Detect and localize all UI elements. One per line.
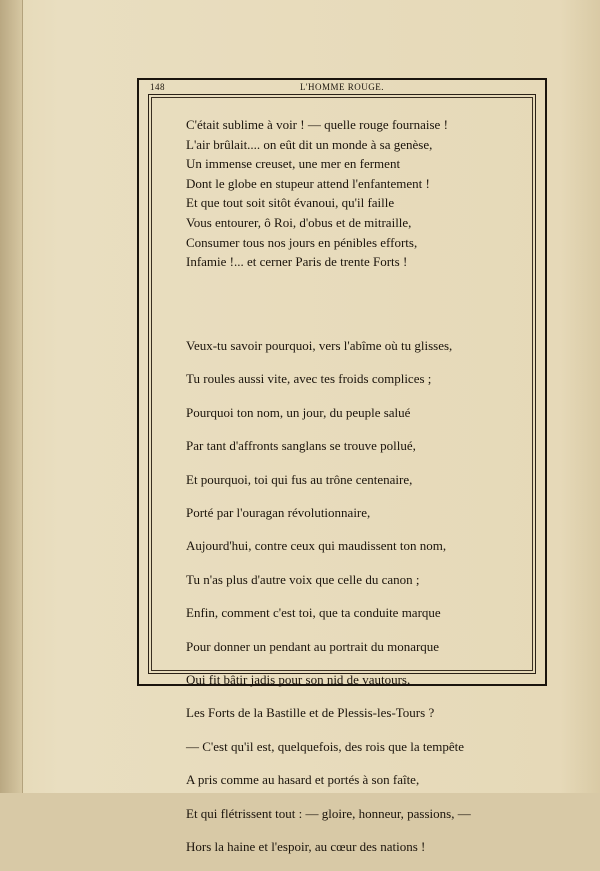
verse-line: Tu roules aussi vite, avec tes froids complices ; [186,371,432,387]
page-number: 148 [150,82,165,92]
verse-line: Vous entourer, ô Roi, d'obus et de mitraille, [186,214,412,230]
verse-line: Pourquoi ton nom, un jour, du peuple salué [186,404,411,420]
verse-line: Hors la haine et l'espoir, au cœur des nations ! [186,839,426,855]
verse-line: Qui fit bâtir jadis pour son nid de vautours, [186,672,411,688]
verse-line: Infamie !... et cerner Paris de trente Forts ! [186,254,408,270]
poem-stanza-1 [186,115,526,272]
verse-line: C'était sublime à voir ! — quelle rouge fournaise ! [186,117,448,132]
verse-line: Enfin, comment c'est toi, que ta conduite marque [186,605,441,621]
verse-line: A pris comme au hasard et portés à son faîte, [186,772,420,788]
verse-line: Dont le globe en stupeur attend l'enfantement ! [186,175,430,191]
verse-line: Par tant d'affronts sanglans se trouve pollué, [186,438,416,454]
verse-line: Porté par l'ouragan révolutionnaire, [186,505,371,521]
verse-line: Et que tout soit sitôt évanoui, qu'il faille [186,195,395,211]
verse-line: Veux-tu savoir pourquoi, vers l'abîme où tu glisses, [186,338,453,353]
verse-line: Consumer tous nos jours en pénibles efforts, [186,234,418,250]
verse-line: Tu n'as plus d'autre voix que celle du canon ; [186,571,420,587]
poem-stanza-2 [186,323,546,871]
verse-line: Aujourd'hui, contre ceux qui maudissent ton nom, [186,538,447,554]
verse-line: Et pourquoi, toi qui fus au trône centenaire, [186,471,413,487]
page-gutter [0,0,23,793]
verse-line: Un immense creuset, une mer en ferment [186,156,401,172]
verse-line: Et qui flétrissent tout : — gloire, honneur, passions, — [186,805,471,821]
verse-line: — C'est qu'il est, quelquefois, des rois que la tempête [186,738,464,754]
running-head [148,82,536,94]
verse-line: L'air brûlait.... on eût dit un monde à sa genèse, [186,136,433,152]
running-title: L'HOMME ROUGE. [299,82,385,92]
verse-line: Les Forts de la Bastille et de Plessis-les-Tours ? [186,705,435,721]
verse-line: Pour donner un pendant au portrait du monarque [186,638,440,654]
